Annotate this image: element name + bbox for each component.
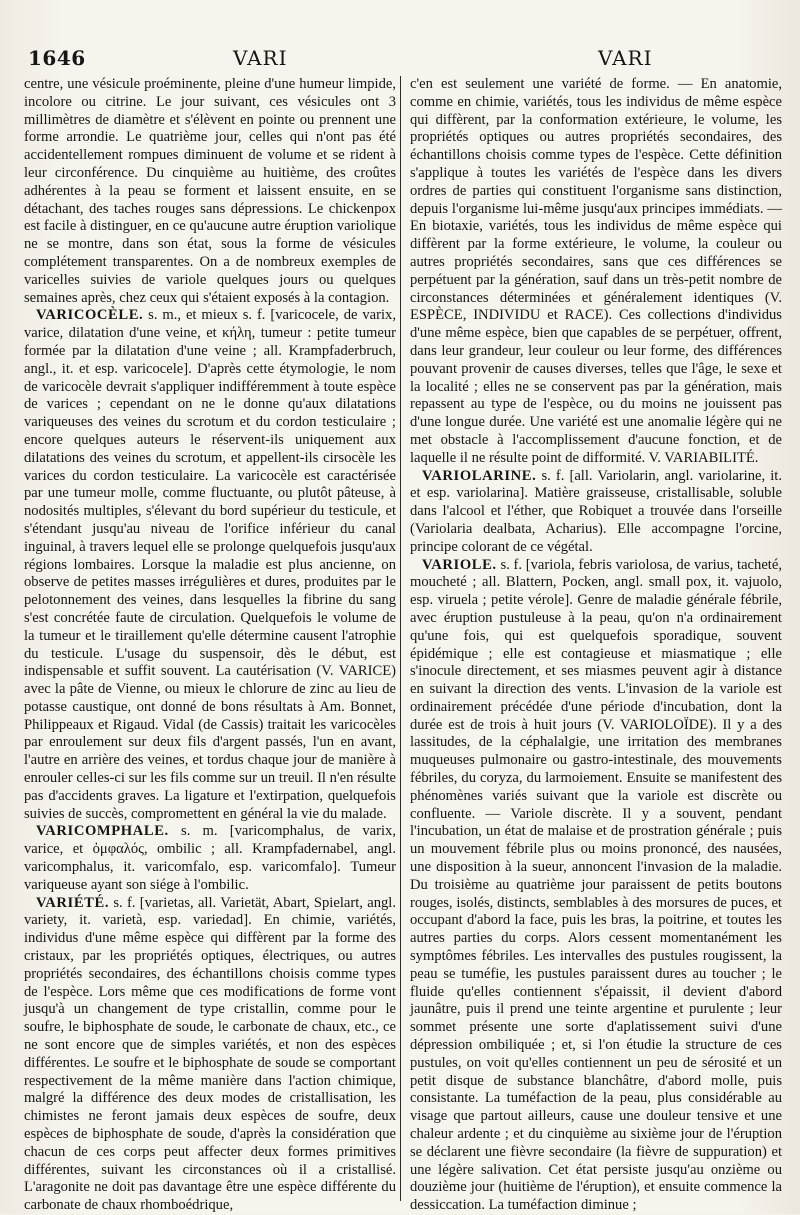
definition-varicocele: s. m., et mieux s. f. [varicocele, de varix, varice, dilatation d'une veine, et κήλη, tumeur : petite tumeur formée par la dilatation d'une veine ; all. Krampfaderbruch, angl., it. et esp. varicocele]. D'après cette étymologie, le nom de varicocèle devrait s'appliquer indifféremment à toute espèce de varices ; cependant on ne le donne qu'aux dilatations variqueuses des veines du scrotum et du cordon testiculaire ; encore quelques auteurs le réservent-ils uniquement aux dilatations des veines du scrotum, et appellent-ils cirsocèle les varices du cordon testiculaire. La varicocèle est caractérisée par une tumeur molle, comme fluctuante, ou plutôt pâteuse, à nodosités multiples, s'élevant du bord supérieur du testicule, et s'étendant jusqu'au niveau de l'orifice inférieur du canal inguinal, à travers lequel elle se prolonge quelquefois jusqu'aux régions lombaires. Lorsque la maladie est plus ancienne, on observe de petites masses irrégulières et dures, produites par le pelotonnement des veines, dans lesquelles la fibrine du sang s'est concrétée faute de circulation. Quelquefois le volume de la tumeur et le tiraillement qu'elle détermine causent l'atrophie du testicule. L'usage du suspensoir, dès le début, est indispensable et suffit souvent. La cautérisation (V. VARICE) avec la pâte de Vienne, ou mieux le chlorure de zinc au lieu de potasse caustique, ont donné de bons résultats à Am. Bonnet, Philippeaux et Rigaud. Vidal (de Cassis) traitait les varicocèles par enroulement sur deux fils d'argent passés, l'un en avant, l'autre en arrière des veines, et tordus chaque jour de manière à enrouler celles-ci sur les fils comme sur un treuil. Il n'en résulte pas d'accidents graves. La ligature et l'extirpation, quelquefois suivies de succès, compromettent en général la vie du malade.: [24, 307, 396, 822]
left-column: [24, 76, 396, 1214]
headword-varicocele: VARICOCÈLE.: [36, 307, 144, 324]
continued-paragraph-variete: c'en est seulement une variété de forme. — En anatomie, comme en chimie, variétés, tous les individus de même espèce qui diffèrent, par la conformation extérieure, le volume, les propriétés optiques ou autres propriétés secondaires, des échantillons choisis comme types de l'espèce. Cette définition s'applique à toutes les variétés de l'espèce dans les divers ordres de parties qui constituent l'organisme sans distinction, depuis l'organisme lui-même jusqu'aux principes immédiats. — En biotaxie, variétés, tous les individus de même espèce qui diffèrent par la forme extérieure, le volume, la couleur ou autres propriétés secondaires, sans que ces différences se perpétuent par la génération, sauf dans un très-petit nombre de circonstances déterminées et généralement identiques (V. ESPÈCE, INDIVIDU et RACE). Ces collections d'individus d'une même espèce, bien que capables de se perpétuer, offrent, dans leur grandeur, leur couleur ou leur forme, des différences pouvant provenir de causes diverses, telles que l'âge, le sexe et la localité ; elles ne se conservent pas par la génération, mais repassent au type de l'espèce, ou du moins ne jouissent pas d'une longue durée. Une variété est une anomalie légère qui ne met obstacle à l'accomplissement d'aucune fonction, et de laquelle il ne résulte point de difformité. V. VARIABILITÉ.: [410, 76, 782, 466]
entry-variolarine: [410, 468, 782, 557]
definition-variete: s. f. [varietas, all. Varietät, Abart, Spielart, angl. variety, it. varietà, esp. variedad]. En chimie, variétés, individus d'une même espèce qui diffèrent par la forme des cristaux, par les propriétés optiques, électriques, ou autres propriétés secondaires, des échantillons choisis comme types de l'espèce. Lors même que ces modifications de forme vont jusqu'à un changement de type cristallin, comme pour le soufre, le biphosphate de soude, le carbonate de chaux, etc., ce ne sont encore que de simples variétés, et non des espèces différentes. Le soufre et le biphosphate de soude se comportant respectivement de la même manière dans l'action chimique, malgré la différence des deux modes de cristallisation, les chimistes ne feront jamais deux espèces de soufre, deux espèces de biphosphate de soude, d'après la considération que chacun de ces corps peut affecter deux formes primitives différentes, suivant les circonstances où il a cristallisé. L'aragonite ne doit pas davantage être une espèce différente du carbonate de chaux rhomboédrique,: [24, 894, 396, 1214]
column-divider: [400, 76, 401, 1201]
entry-varicocele: [24, 307, 396, 823]
definition-varicomphale: s. m. [varicomphalus, de varix, varice, et ὀμφαλός, ombilic ; all. Krampfadernabel, angl. varicomphalus, it. varicomfalo, esp. varicomfalo]. Tumeur variqueuse ayant son siége à l'ombilic.: [24, 823, 396, 893]
headword-varicomphale: VARICOMPHALE.: [36, 823, 169, 840]
page-number: 1646: [28, 46, 86, 70]
right-column: [410, 76, 782, 1214]
entry-variole: [410, 557, 782, 1215]
headword-variole: VARIOLE.: [422, 556, 497, 573]
running-head-left: VARI: [233, 46, 288, 70]
headword-variete: VARIÉTÉ.: [36, 894, 110, 911]
definition-variole: s. f. [variola, febris variolosa, de varius, tacheté, moucheté ; all. Blattern, Pocken, angl. small pox, it. vajuolo, esp. viruela ; petite vérole]. Genre de maladie générale fébrile, avec éruption pustuleuse à la peau, qu'on n'a ordinairement qu'une fois, qui est quelquefois sporadique, souvent épidémique ; elle est contagieuse et miasmatique ; elle s'inocule directement, et ses miasmes peuvent agir à distance en suivant la direction des vents. L'invasion de la variole est ordinairement précédée d'une période d'incubation, dont la durée est de trois à huit jours (V. VARIOLOÏDE). Il y a des lassitudes, de la céphalalgie, une irritation des membranes muqueuses pulmonaire ou gastro-intestinale, des mouvements fébriles, du coryza, du larmoiement. Ensuite se manifestent des phénomènes variés suivant que la variole est discrète ou confluente. — Variole discrète. Il y a souvent, pendant l'incubation, un état de malaise et de prostration générale ; puis un mouvement fébrile plus ou moins prononcé, des nausées, une disposition à la sueur, annoncent l'invasion de la maladie. Du troisième au quatrième jour paraissent de petits boutons rouges, isolés, distincts, semblables à des morsures de puces, et occupant d'abord la face, puis les bras, la poitrine, et toutes les autres parties du corps. Alors cessent momentanément les symptômes fébriles. Les intervalles des pustules rougissent, la peau se tuméfie, les pustules paraissent dures au toucher ; le fluide qu'elles contiennent s'épaissit, il devient d'abord jaunâtre, puis il prend une teinte argentine et purulente ; leur sommet présente une sorte d'aplatissement suivi d'une dépression ombiliquée ; et, si l'on étudie la structure de ces pustules, on voit qu'elles contiennent un peu de sérosité et un petit disque de substance blanchâtre, d'abord molle, puis consistante. La tuméfaction de la peau, plus considérable au visage que partout ailleurs, cause une douleur tensive et une chaleur ardente ; et du cinquième au sixième jour de l'éruption se déclarent une fièvre secondaire (la fièvre de suppuration) et une légère salivation. Cet état persiste jusqu'au onzième ou douzième jour (huitième de l'éruption), et ensuite commence la dessiccation. La tuméfaction diminue ;: [410, 556, 782, 1214]
definition-variolarine: s. f. [all. Variolarin, angl. variolarine, it. et esp. variolarina]. Matière graisseuse, cristallisable, soluble dans l'alcool et l'éther, que Robiquet a trouvée dans l'orseille (Variolaria dealbata, Acharius). Elle accompagne l'orcine, principe colorant de ce végétal.: [410, 467, 782, 555]
continued-paragraph: centre, une vésicule proéminente, pleine d'une humeur limpide, incolore ou citrine. Le jour suivant, ces vésicules ont 3 millimètres de diamètre et s'élèvent en pointe ou prennent une forme arrondie. Le quatrième jour, celles qui n'ont pas été accidentellement rompues diminuent de volume et se rident à leur circonférence. Du cinquième au huitième, des croûtes adhérentes à la peau se forment et laissent ensuite, en se détachant, des taches rouges sans dépressions. Le chickenpox est facile à distinguer, en ce qu'aucune autre éruption variolique ne se montre, dans son état, sous la forme de vésicules complétement transparentes. On a de nombreux exemples de varicelles suivies de variole quelques jours ou quelques semaines après, chez ceux qui s'étaient exposés à la contagion.: [24, 76, 396, 306]
headword-variolarine: VARIOLARINE.: [422, 467, 537, 484]
entry-varicomphale: [24, 823, 396, 894]
running-head-right: VARI: [598, 46, 653, 70]
entry-variete: [24, 895, 396, 1215]
page-header: [28, 46, 782, 74]
